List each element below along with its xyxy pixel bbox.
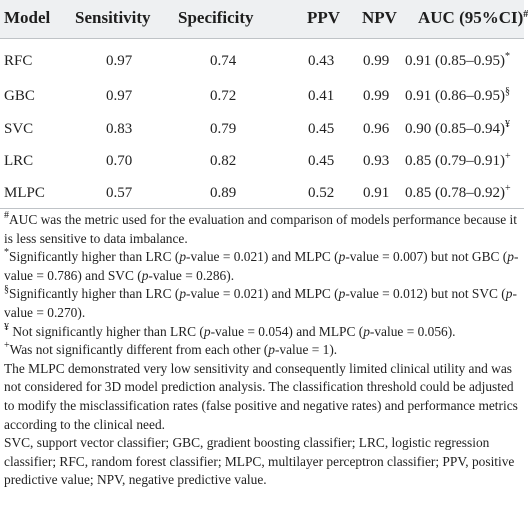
- cell-ppv: 0.41: [308, 88, 335, 104]
- table-footnotes: [4, 211, 520, 490]
- cell-model: RFC: [4, 53, 33, 69]
- p-symbol: p: [338, 249, 346, 265]
- cell-auc-mark: +: [505, 183, 511, 194]
- cell-auc-value: 0.91 (0.86–0.95): [405, 88, 505, 104]
- footnote-paragraph: The MLPC demonstrated very low sensitivity and consequently limited clinical utility and was not considered for 3D model prediction analysis. The classification threshold could be adjusted to modify the misclassification rates (false positive and negative rates) and performance metrics according to the clinical need.: [4, 360, 518, 432]
- cell-ppv: 0.43: [308, 53, 335, 69]
- header-ppv: PPV: [307, 8, 341, 27]
- footnote-mark: +: [4, 340, 10, 352]
- header-auc: [418, 0, 528, 36]
- cell-ppv: 0.52: [308, 185, 335, 201]
- table-row: [0, 114, 524, 144]
- footnote-text: -value = 0.786) and SVC (: [4, 249, 519, 283]
- cell-auc: [405, 46, 510, 76]
- header-divider: [0, 38, 524, 39]
- cell-specificity: 0.89: [210, 185, 237, 201]
- header-npv: NPV: [362, 8, 397, 27]
- cell-auc-value: 0.85 (0.78–0.92): [405, 185, 505, 201]
- p-symbol: p: [179, 286, 187, 302]
- cell-sensitivity: 0.57: [106, 185, 133, 201]
- cell-auc-mark: *: [505, 51, 510, 62]
- header-auc-label: AUC (95%CI): [418, 8, 524, 27]
- cell-ppv: 0.45: [308, 121, 335, 137]
- footnote-text: Not significantly higher than LRC (: [9, 323, 204, 339]
- footnote-text: -value = 0.007) but not GBC (: [345, 249, 508, 265]
- cell-sensitivity: 0.97: [106, 88, 133, 104]
- p-symbol: p: [141, 267, 149, 283]
- header-sensitivity: Sensitivity: [75, 8, 151, 27]
- p-symbol: p: [179, 249, 187, 265]
- table-header-row: [0, 0, 528, 38]
- cell-npv: 0.99: [363, 88, 390, 104]
- cell-specificity: 0.79: [210, 121, 237, 137]
- p-symbol: p: [505, 286, 513, 302]
- footnote-text: -value = 0.021) and MLPC (: [186, 286, 339, 302]
- footnote-text: -value = 0.012) but not SVC (: [345, 286, 506, 302]
- footnote-auc: [4, 211, 520, 248]
- p-symbol: p: [363, 323, 370, 339]
- p-symbol: p: [203, 323, 211, 339]
- header-model: Model: [4, 8, 51, 27]
- cell-model: SVC: [4, 121, 34, 137]
- table-row: [0, 81, 524, 111]
- table-bottom-rule: [0, 208, 524, 209]
- cell-specificity: 0.72: [210, 88, 237, 104]
- cell-auc: [405, 146, 511, 176]
- footnote-text: Significantly higher than LRC (: [9, 249, 180, 265]
- cell-auc: [405, 81, 510, 111]
- header-specificity: Specificity: [178, 8, 254, 27]
- footnote-mark: ¥: [4, 321, 9, 333]
- cell-npv: 0.96: [363, 121, 390, 137]
- footnote-mark: *: [4, 247, 9, 259]
- cell-npv: 0.93: [363, 153, 390, 169]
- cell-auc: [405, 178, 511, 208]
- header-auc-mark: #: [523, 9, 528, 20]
- cell-model: LRC: [4, 153, 34, 169]
- cell-auc-mark: §: [505, 86, 510, 97]
- abbreviations-paragraph: SVC, support vector classifier; GBC, gradient boosting classifier; LRC, logistic regression classifier; RFC, random forest classifier; MLPC, multilayer perceptron classifier; PPV, positive predictive value; NPV, negative predictive value.: [4, 435, 515, 488]
- footnote-yen: [4, 323, 520, 342]
- cell-auc: [405, 114, 510, 144]
- cell-npv: 0.99: [363, 53, 390, 69]
- table-row: [0, 178, 524, 208]
- table-row: [0, 46, 524, 76]
- footnote-text: -value = 0.286).: [148, 267, 235, 283]
- cell-ppv: 0.45: [308, 153, 335, 169]
- cell-specificity: 0.82: [210, 153, 237, 169]
- cell-model: GBC: [4, 88, 35, 104]
- cell-auc-value: 0.90 (0.85–0.94): [405, 121, 505, 137]
- footnote-text: Was not significantly different from each other (: [9, 342, 269, 358]
- footnote-section: [4, 285, 520, 322]
- cell-npv: 0.91: [363, 185, 390, 201]
- p-symbol: p: [268, 342, 275, 358]
- cell-sensitivity: 0.70: [106, 153, 133, 169]
- cell-specificity: 0.74: [210, 53, 237, 69]
- footnote-plus: [4, 341, 520, 360]
- p-symbol: p: [507, 249, 514, 265]
- footnote-mark: #: [4, 210, 9, 221]
- footnote-text: -value = 0.021) and MLPC (: [186, 249, 339, 265]
- footnote-asterisk: [4, 248, 520, 285]
- cell-auc-mark: +: [505, 151, 511, 162]
- footnote-text: Significantly higher than LRC (: [9, 286, 180, 302]
- cell-auc-mark: ¥: [505, 119, 510, 130]
- cell-model: MLPC: [4, 185, 45, 201]
- footnote-text: AUC was the metric used for the evaluation and comparison of models performance because it is less sensitive to data imbalance.: [4, 212, 517, 246]
- footnote-text: -value = 0.270).: [4, 286, 517, 320]
- footnote-text: -value = 1).: [274, 342, 338, 358]
- cell-auc-value: 0.91 (0.85–0.95): [405, 53, 505, 69]
- p-symbol: p: [338, 286, 346, 302]
- cell-auc-value: 0.85 (0.79–0.91): [405, 153, 505, 169]
- cell-sensitivity: 0.97: [106, 53, 133, 69]
- footnote-mark: §: [4, 284, 9, 296]
- cell-sensitivity: 0.83: [106, 121, 133, 137]
- footnote-text: -value = 0.056).: [369, 323, 456, 339]
- footnote-text: -value = 0.054) and MLPC (: [210, 323, 364, 339]
- table-row: [0, 146, 524, 176]
